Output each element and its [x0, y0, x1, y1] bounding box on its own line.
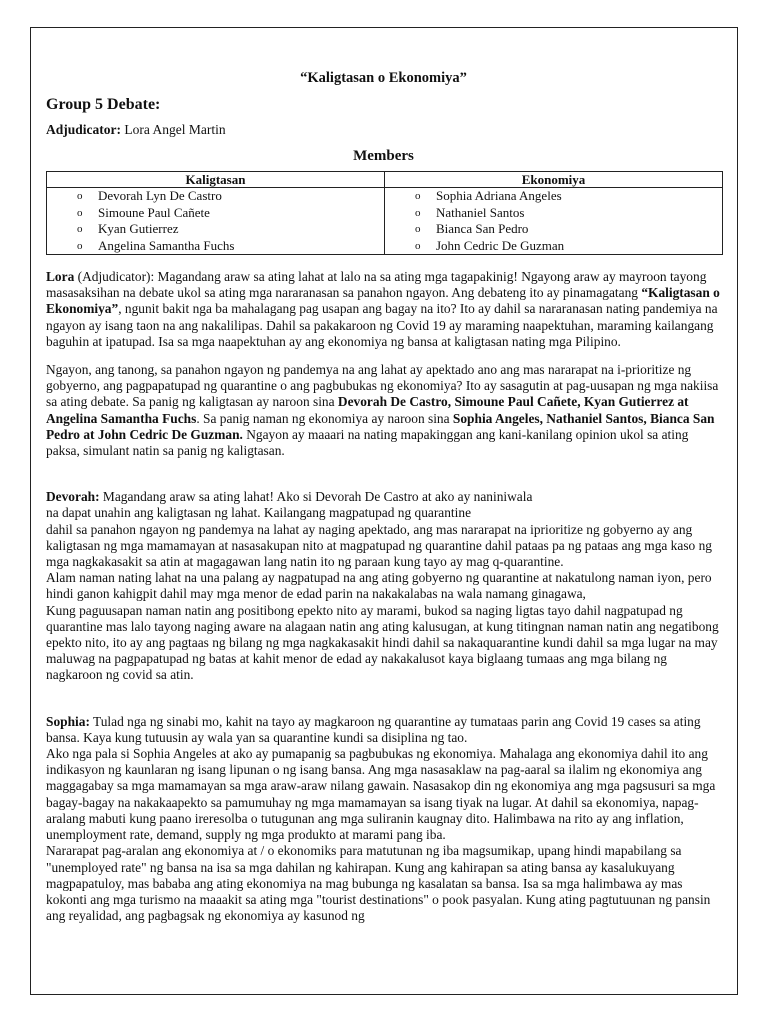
devorah-speech	[46, 489, 721, 683]
document-content	[46, 70, 721, 924]
sophia-line: Ako nga pala si Sophia Angeles at ako ay pumapanig sa pagbubukas ng ekonomiya. Mahalaga ang ekonomiya dahil ito ang indikasyon ng kaunlaran ng isang lipunan o ng isang bansa. Ang mga nasasaklaw na pag-aaral sa ilalim ng ekonomiya ang maggagabay sa mga mamamayan sa mga araw-araw nilang gawain. Nasasakop din ng ekonomiya ang mga pagsusuri sa mga bagay-bagay na nakakaapekto sa pamumuhay ng mga mamamayan sa isang tiyak na lugar. At dahil sa ekonomiya, napag-aralang mabuti kung paano ireresolba o tutugunan ang mga suliranin kaugnay dito. Halimbawa na rito ay ang inflation, unemployment rate, demand, supply ng mga produkto at marami pang iba.	[46, 746, 716, 843]
sophia-line	[46, 714, 721, 746]
member-name: Bianca San Pedro	[436, 221, 529, 236]
devorah-line: dahil sa panahon ngayon ng pandemya na lahat ay naging apektado, ang mas nararapat na iprioritize ng gobyerno ay ang kaligtasan ng mga mamamayan at nasasakupan nito at magpatupad ng quarantine dahil pataas pa ng pataas ang mga kaso ng mga nagkakasakit sa atin at magagawan lang natin ito ng paraan kung tayo ay mag q-quarantine.	[46, 521, 712, 570]
members-table-body-row	[47, 188, 723, 255]
paragraph-text: Ngayon ay maaari na nating mapakinggan ang kani-kanilang opinion ukol sa ating paksa, simulant natin sa panig ng kaligtasan.	[46, 426, 689, 459]
speaker-name: Sophia:	[46, 713, 90, 729]
lora-question-paragraph	[46, 362, 721, 459]
bullet-icon: o	[77, 223, 83, 235]
paragraph-text: . Sa panig naman ng ekonomiya ay naroon sina	[196, 410, 453, 426]
list-item	[415, 221, 722, 238]
ekonomiya-members-cell	[385, 188, 723, 255]
bullet-icon: o	[415, 206, 421, 219]
list-item	[77, 221, 384, 238]
members-heading: Members	[353, 148, 414, 164]
column-header-kaligtasan: Kaligtasan	[47, 172, 385, 188]
kaligtasan-members-cell	[47, 188, 385, 255]
ekonomiya-member-list	[385, 188, 722, 254]
speaker-name: Lora	[46, 269, 75, 284]
member-name: Kyan Gutierrez	[98, 221, 179, 236]
adjudicator-label: Adjudicator:	[46, 122, 121, 137]
paragraph-text: Tulad nga ng sinabi mo, kahit na tayo ay magkaroon ng quarantine ay tumataas parin ang Covid 19 cases sa ating bansa. Kaya kung tutuusin ay wala yan sa quarantine kundi sa disiplina ng tao.	[46, 713, 701, 745]
bullet-icon: o	[415, 223, 421, 235]
devorah-line: Kung paguusapan naman natin ang positibong epekto nito ay marami, bukod sa naging ligtas tayo dahil nagpatupad ng quarantine mas lalo tayong naging aware na alagaan natin ang ating kalusugan, at kung titingnan naman natin ang negatibong epekto nito, ito ay ang pagtaas ng bilang ng mga nagkakasakit hindi dahil sa nakaquarantine kundi dahil sa mga lugar na may maluwag na pagpapatupad ng batas at kahit menor de edad ay nakakalusot kaya biglaang tumaas ang mga bilang ng nagkaroon ng covid sa atin.	[46, 602, 719, 683]
speaker-name: Devorah:	[46, 489, 100, 505]
column-header-ekonomiya: Ekonomiya	[385, 172, 723, 188]
devorah-line	[46, 489, 721, 505]
list-item	[415, 205, 722, 222]
adjudicator-name: Lora Angel Martin	[121, 122, 226, 137]
devorah-line: na dapat unahin ang kaligtasan ng lahat. Kailangang magpatupad ng quarantine	[46, 505, 472, 521]
bullet-icon: o	[77, 206, 83, 219]
member-name: Devorah Lyn De Castro	[98, 188, 222, 203]
sophia-speech	[46, 714, 721, 925]
list-item	[77, 238, 384, 255]
lora-intro-paragraph	[46, 269, 721, 350]
bullet-icon: o	[77, 239, 83, 252]
bullet-icon: o	[415, 239, 421, 252]
paragraph-text: Ngayon, ang tanong, sa panahon ngayon ng pandemya na ang lahat ay apektado ano ang mas nararapat na i-prioritize ng gobyerno, ang pagpapatupad ng quarantine o ang pagbubukas ng ekonomiya? Ito ay sasagutin at pag-uusapan ng mga nakiisa sa ating debate. Sa panig ng kaligtasan ay naroon sina	[46, 362, 719, 410]
list-item	[77, 205, 384, 222]
bullet-icon: o	[415, 190, 421, 202]
sophia-line: Nararapat pag-aralan ang ekonomiya at / o ekonomiks para matutunan ng iba magsumikap, upang hindi mapabilang sa "unemployed rate" ng bansa na isa sa mga dahilan ng kahirapan. Kung ang kahirapan sa ating bansa ay kasalukuyang magpapatuloy, mas bababa ang ating ekonomiya na mag bubunga ng kasalatan sa bansa. Isa sa mga halimbawa ay mas kokonti ang mga turismo na maaakit sa ating mga "tourist destinations" o pook pasyalan. Kung ating pagtutuunan ng pansin ang reyalidad, ang pagbagsak ng ekonomiya ay kasunod ng	[46, 843, 711, 924]
ekonomiya-members-emphasis: Sophia Angeles, Nathaniel Santos, Bianca San Pedro at John Cedric De Guzman.	[46, 410, 715, 442]
bullet-icon: o	[77, 190, 83, 202]
debate-topic-emphasis: “Kaligtasan o Ekonomiya”	[46, 285, 720, 317]
paragraph-text: (Adjudicator): Magandang araw sa ating lahat at lalo na sa ating mga tagapakinig! Ngayong araw ay mayroon tayong masasaksihan na debate ukol sa ating mga nararanasan sa panahon ngayon. Ang debateng ito ay pinamagatang	[46, 269, 707, 301]
members-table	[46, 171, 723, 255]
document-page	[30, 27, 738, 995]
debate-transcript	[46, 269, 721, 924]
member-name: Simoune Paul Cañete	[98, 204, 210, 220]
members-table-header-row	[47, 172, 723, 188]
kaligtasan-members-emphasis: Devorah De Castro, Simoune Paul Cañete, Kyan Gutierrez at Angelina Samantha Fuchs	[46, 394, 689, 426]
kaligtasan-member-list	[47, 188, 384, 254]
list-item	[415, 188, 722, 205]
member-name: John Cedric De Guzman	[436, 237, 565, 253]
member-name: Nathaniel Santos	[436, 204, 525, 220]
list-item	[415, 238, 722, 255]
devorah-line: Alam naman nating lahat na una palang ay nagpatupad na ang ating gobyerno ng quarantine at nakatulong naman iyon, pero hindi ganon kahigpit dahil may mga menor de edad parin na nakakalabas na wala namang ginagawa,	[46, 570, 712, 602]
member-name: Angelina Samantha Fuchs	[98, 237, 235, 253]
list-item	[77, 188, 384, 205]
paragraph-text: , ngunit bakit nga ba mahalagang pag usapan ang bagay na ito? Ito ay dahil sa nararanasan nating pandemiya na ngayon ay isang taon na ang nakalilipas. Dahil sa pakakaroon ng Covid 19 ay maraming naapektuhan, maraming kailangang baguhin at ipatupad. Isa sa mga naapektuhan ay ang ekonomiya ng bansa at kaligtasan nating mga Pilipino.	[46, 301, 718, 349]
member-name: Sophia Adriana Angeles	[436, 188, 562, 203]
paragraph-text: Magandang araw sa ating lahat! Ako si Devorah De Castro at ako ay naniniwala	[99, 489, 533, 505]
document-title: “Kaligtasan o Ekonomiya”	[300, 70, 467, 86]
adjudicator-line	[46, 122, 721, 138]
group-heading: Group 5 Debate:	[46, 96, 161, 113]
